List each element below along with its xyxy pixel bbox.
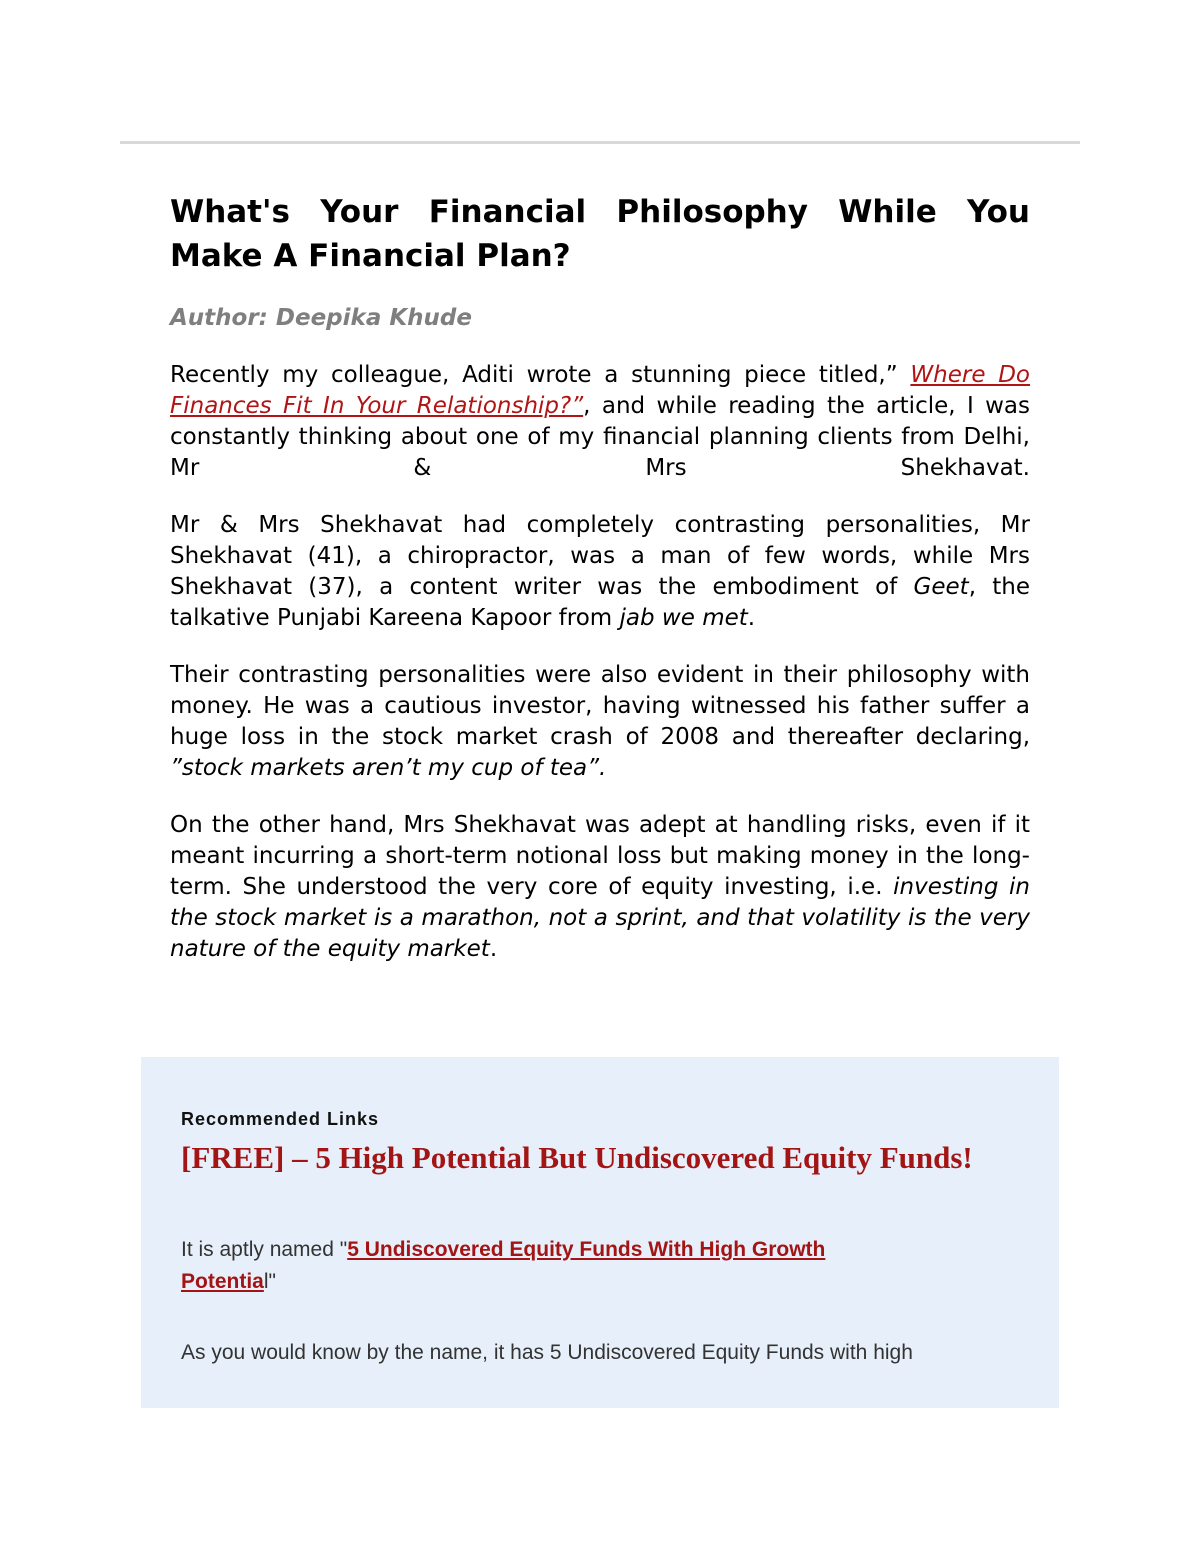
recommended-links-content xyxy=(181,1107,1021,1369)
link-part-1: 5 Undiscovered Equity Funds With High Growth xyxy=(347,1238,826,1261)
p2-movie: jab we met xyxy=(619,605,748,631)
paragraph-2 xyxy=(170,510,1030,634)
rec-link-tail: l xyxy=(263,1270,269,1293)
p1-text-before: Recently my colleague, Aditi wrote a stunning piece titled,” xyxy=(170,362,911,388)
relationship-article-link[interactable]: Where Do Finances Fit In Your Relationship?” xyxy=(170,362,1031,419)
link-part-2: Potentia xyxy=(181,1270,264,1293)
paragraph-1 xyxy=(170,360,1030,484)
p2-geet: Geet xyxy=(913,574,969,600)
p3-quote: ”stock markets aren’t my cup of tea”. xyxy=(170,755,607,781)
p2-text-end: . xyxy=(747,605,756,631)
paragraph-3 xyxy=(170,660,1030,784)
top-divider xyxy=(120,141,1080,144)
recommended-heading[interactable]: [FREE] – 5 High Potential But Undiscovered Equity Funds! xyxy=(181,1140,973,1175)
paragraph-4 xyxy=(170,810,1030,965)
article-title: What's Your Financial Philosophy While You Make A Financial Plan? xyxy=(170,194,1030,274)
p3-text-before: Their contrasting personalities were also evident in their philosophy with money. He was a cautious investor, having witnessed his father suffer a huge loss in the stock market crash of 2008 and thereafter declaring, xyxy=(170,662,1030,750)
recommended-text xyxy=(181,1234,1021,1298)
recommended-text-2: As you would know by the name, it has 5 Undiscovered Equity Funds with high xyxy=(181,1341,913,1364)
rec-text-after: " xyxy=(268,1270,276,1293)
p1-text-after: , and while reading the article, I was constantly thinking about one of my financial planning clients from Delhi, Mr & Mrs Shekhavat. xyxy=(170,393,1031,481)
recommended-links-label: Recommended Links xyxy=(181,1109,380,1129)
p4-text-end: . xyxy=(489,936,498,962)
p4-text-before: On the other hand, Mrs Shekhavat was adept at handling risks, even if it meant incurring a short-term notional loss but making money in the long-term. She understood the very core of equity investing, i.e. xyxy=(170,812,1030,900)
article-author: Author: Deepika Khude xyxy=(170,305,472,331)
p2-text-mid: , the talkative Punjabi Kareena Kapoor from xyxy=(170,574,1031,631)
p4-italic: investing in the stock market is a marathon, not a sprint, and that volatility is the very nature of the equity market xyxy=(170,874,1030,962)
rec-text-before: It is aptly named " xyxy=(181,1238,348,1261)
recommended-links-box xyxy=(141,1057,1059,1408)
p2-text-before: Mr & Mrs Shekhavat had completely contrasting personalities, Mr Shekhavat (41), a chiropractor, was a man of few words, while Mrs Shekhavat (37), a content writer was the embodiment of xyxy=(170,512,1030,600)
article xyxy=(170,190,1030,965)
